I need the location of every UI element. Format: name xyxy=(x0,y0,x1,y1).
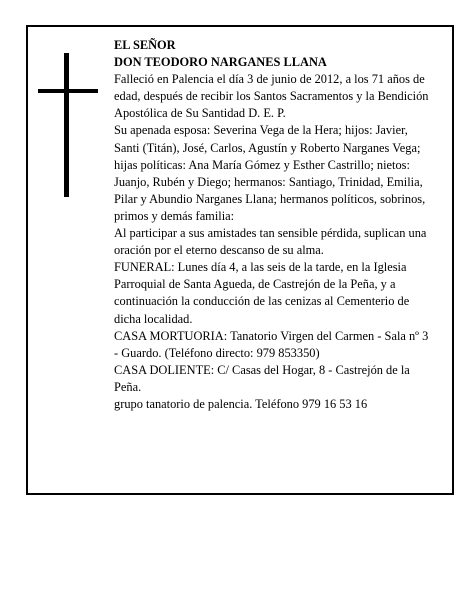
cross-horizontal-bar xyxy=(38,89,98,93)
family-list: Su apenada esposa: Severina Vega de la Hera; hijos: Javier, Santi (Titán), José, Carlos, Agustín y Roberto Narganes Vega; hijas políticas: Ana María Gómez y Esther Castrillo; nietos: Juanjo, Rubén y Diego; hermanos: Santiago, Trinidad, Emilia, Pilar y Abundio Narganes Llana; hermanos políticos, sobrinos, primos y demás familia: xyxy=(114,123,426,223)
cross-vertical-bar xyxy=(64,53,69,197)
latin-cross-icon xyxy=(38,53,98,197)
prayer-request: Al participar a sus amistades tan sensible pérdida, suplican una oración por el eterno descanso de su alma. xyxy=(114,226,427,258)
death-announcement: Falleció en Palencia el día 3 de junio de 2012, a los 71 años de edad, después de recibir los Santos Sacramentos y la Bendición Apostólica de Su Santidad D. E. P. xyxy=(114,72,429,121)
footer-contact: grupo tanatorio de palencia. Teléfono 979 16 53 16 xyxy=(114,396,368,411)
obituary-text xyxy=(114,37,434,413)
funeral-home-details: CASA MORTUORIA: Tanatorio Virgen del Carmen - Sala nº 3 - Guardo. (Teléfono directo: 979 853350) xyxy=(114,328,429,360)
family-home-details: CASA DOLIENTE: C/ Casas del Hogar, 8 - Castrejón de la Peña. xyxy=(114,362,410,394)
title-line-1: EL SEÑOR xyxy=(114,38,176,52)
funeral-details: FUNERAL: Lunes día 4, a las seis de la tarde, en la Iglesia Parroquial de Santa Agueda, de Castrejón de la Peña, y a continuación la conducción de las cenizas al Cementerio de dicha localidad. xyxy=(114,260,410,326)
deceased-name: DON TEODORO NARGANES LLANA xyxy=(114,55,327,70)
